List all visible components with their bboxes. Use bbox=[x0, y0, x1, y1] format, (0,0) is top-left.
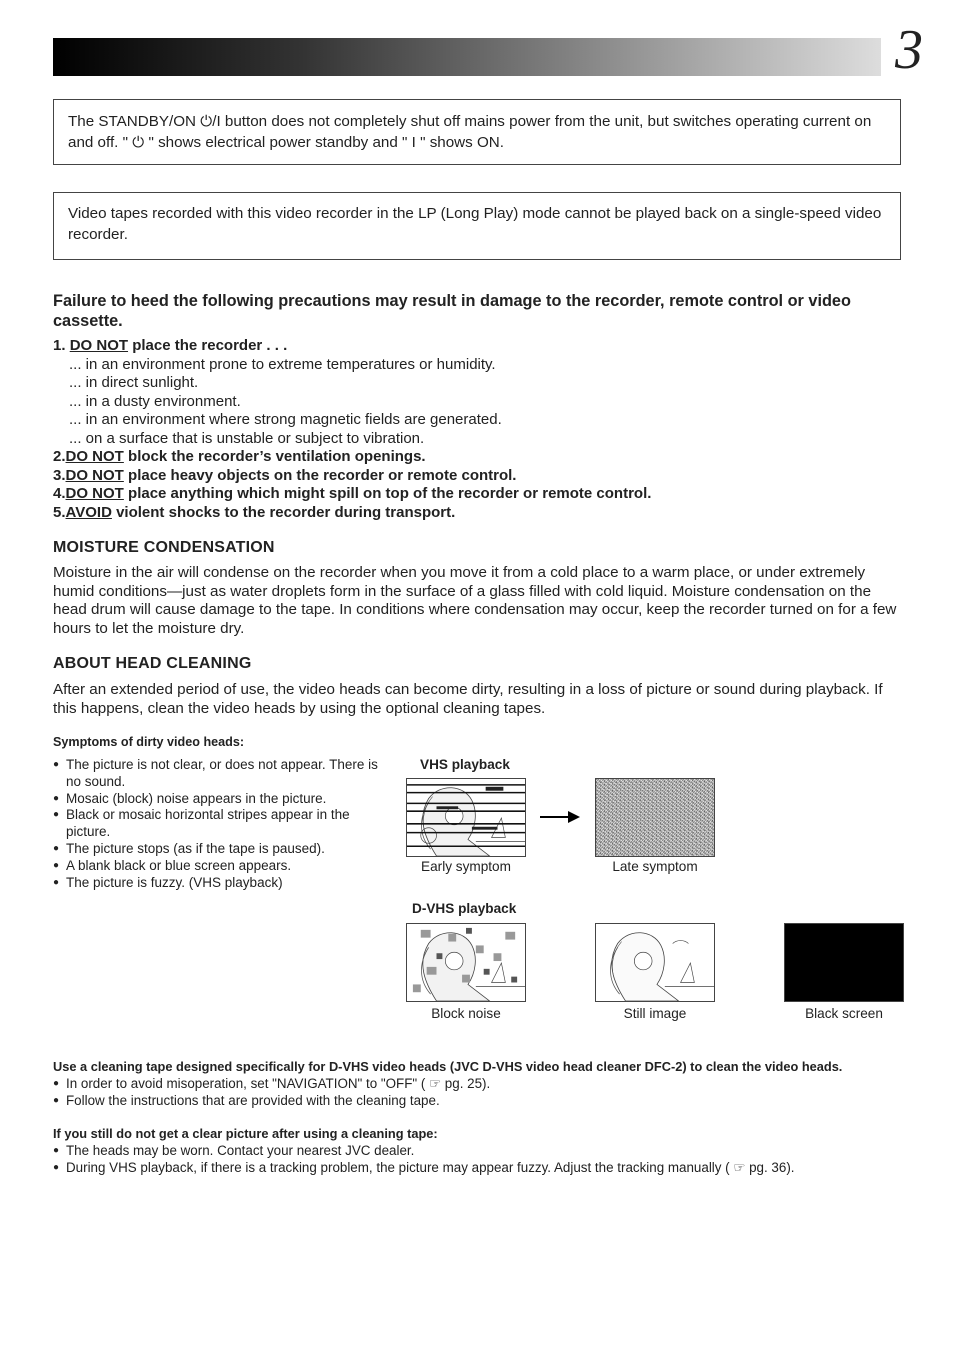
caption-late-symptom: Late symptom bbox=[612, 859, 698, 874]
precaution-item-4: 4.DO NOT place anything which might spill on top of the recorder or remote control. bbox=[53, 485, 652, 502]
moisture-text: Moisture in the air will condense on the recorder when you move it from a cold place to a warm place, or under extremely humid conditions—just as water droplets form in the surface of a glass filled with cold liquid. Moisture condensation on the head drum will cause damage to the tape. In conditions where condensation may occur, keep the recorder turned on for a few hours to let the moisture dry. bbox=[53, 564, 897, 637]
arrow-right-icon bbox=[540, 808, 580, 826]
page-number: 3 bbox=[895, 19, 923, 81]
cleaning-tape-heading: Use a cleaning tape designed specifically for D-VHS video heads (JVC D-VHS video head cleaner DFC-2) to clean the video heads. bbox=[53, 1059, 843, 1074]
header-gradient-bar bbox=[53, 38, 881, 76]
head-cleaning-heading: ABOUT HEAD CLEANING bbox=[53, 655, 252, 672]
black-screen-image bbox=[784, 923, 904, 1002]
precaution-subitem: ... in an environment where strong magnetic fields are generated. bbox=[69, 411, 502, 428]
caption-still-image: Still image bbox=[623, 1006, 687, 1021]
still-image bbox=[595, 923, 715, 1002]
precaution-subitem: ... in direct sunlight. bbox=[69, 374, 199, 391]
caption-block-noise: Block noise bbox=[431, 1006, 501, 1021]
girl-illustration-still bbox=[596, 924, 714, 1001]
precaution-subitem: ... in an environment prone to extreme temperatures or humidity. bbox=[69, 355, 496, 373]
moisture-heading: MOISTURE CONDENSATION bbox=[53, 539, 275, 556]
precaution-item-5: 5.AVOID violent shocks to the recorder during transport. bbox=[53, 503, 456, 521]
precaution-item-2: 2.DO NOT block the recorder’s ventilation openings. bbox=[53, 448, 426, 465]
precaution-item-1: 1. DO NOT place the recorder . . . bbox=[53, 337, 288, 354]
symptoms-list bbox=[53, 757, 383, 891]
block-noise-image bbox=[406, 923, 526, 1002]
list-item: ● Mosaic (block) noise appears in the picture. bbox=[53, 791, 383, 808]
precaution-item-3: 3.DO NOT place heavy objects on the recorder or remote control. bbox=[53, 466, 517, 484]
caption-black-screen: Black screen bbox=[805, 1006, 883, 1021]
list-item: ● The picture is fuzzy. (VHS playback) bbox=[53, 875, 383, 892]
list-item: ● A blank black or blue screen appears. bbox=[53, 858, 383, 875]
early-symptom-image bbox=[406, 778, 526, 857]
girl-illustration-blocks bbox=[407, 924, 525, 1001]
standby-note-text: The STANDBY/ON ⏻/I button does not completely shut off mains power from the unit, but switches operating current on and off. " ⏻ " shows electrical power standby and " I " shows ON. bbox=[68, 113, 872, 151]
list-item: ● The heads may be worn. Contact your nearest JVC dealer. bbox=[53, 1142, 933, 1159]
precautions-list bbox=[53, 337, 913, 522]
precautions-heading: Failure to heed the following precautions may result in damage to the recorder, remote control or video cassette. bbox=[53, 292, 851, 330]
caption-early-symptom: Early symptom bbox=[421, 859, 511, 874]
list-item: ● The picture stops (as if the tape is paused). bbox=[53, 841, 383, 858]
list-item: ● During VHS playback, if there is a tracking problem, the picture may appear fuzzy. Adjust the tracking manually ( ☞ pg. 36). bbox=[53, 1159, 933, 1176]
head-cleaning-text: After an extended period of use, the video heads can become dirty, resulting in a loss of picture or sound during playback. If this happens, clean the video heads by using the optional cleaning tapes. bbox=[53, 681, 883, 717]
lp-mode-note-box bbox=[53, 192, 901, 260]
vhs-playback-label: VHS playback bbox=[420, 757, 510, 772]
girl-illustration-stripes bbox=[407, 779, 525, 856]
precaution-subitem: ... in a dusty environment. bbox=[69, 392, 241, 410]
standby-note-box bbox=[53, 99, 901, 165]
late-symptom-image bbox=[595, 778, 715, 857]
list-item: ● Follow the instructions that are provided with the cleaning tape. bbox=[53, 1092, 933, 1109]
symptoms-heading: Symptoms of dirty video heads: bbox=[53, 735, 245, 749]
cleaning-tape-list bbox=[53, 1075, 933, 1109]
still-unclear-heading: If you still do not get a clear picture after using a cleaning tape: bbox=[53, 1126, 438, 1141]
list-item: ● Black or mosaic horizontal stripes appear in the picture. bbox=[53, 807, 383, 841]
precaution-subitem: ... on a surface that is unstable or subject to vibration. bbox=[69, 429, 425, 447]
list-item: ● In order to avoid misoperation, set "NAVIGATION" to "OFF" ( ☞ pg. 25). bbox=[53, 1075, 933, 1092]
lp-mode-note-text: Video tapes recorded with this video recorder in the LP (Long Play) mode cannot be played back on a single-speed video recorder. bbox=[68, 205, 882, 243]
dvhs-playback-label: D-VHS playback bbox=[412, 901, 517, 916]
still-unclear-list bbox=[53, 1142, 933, 1176]
list-item: ● The picture is not clear, or does not appear. There is no sound. bbox=[53, 757, 383, 791]
